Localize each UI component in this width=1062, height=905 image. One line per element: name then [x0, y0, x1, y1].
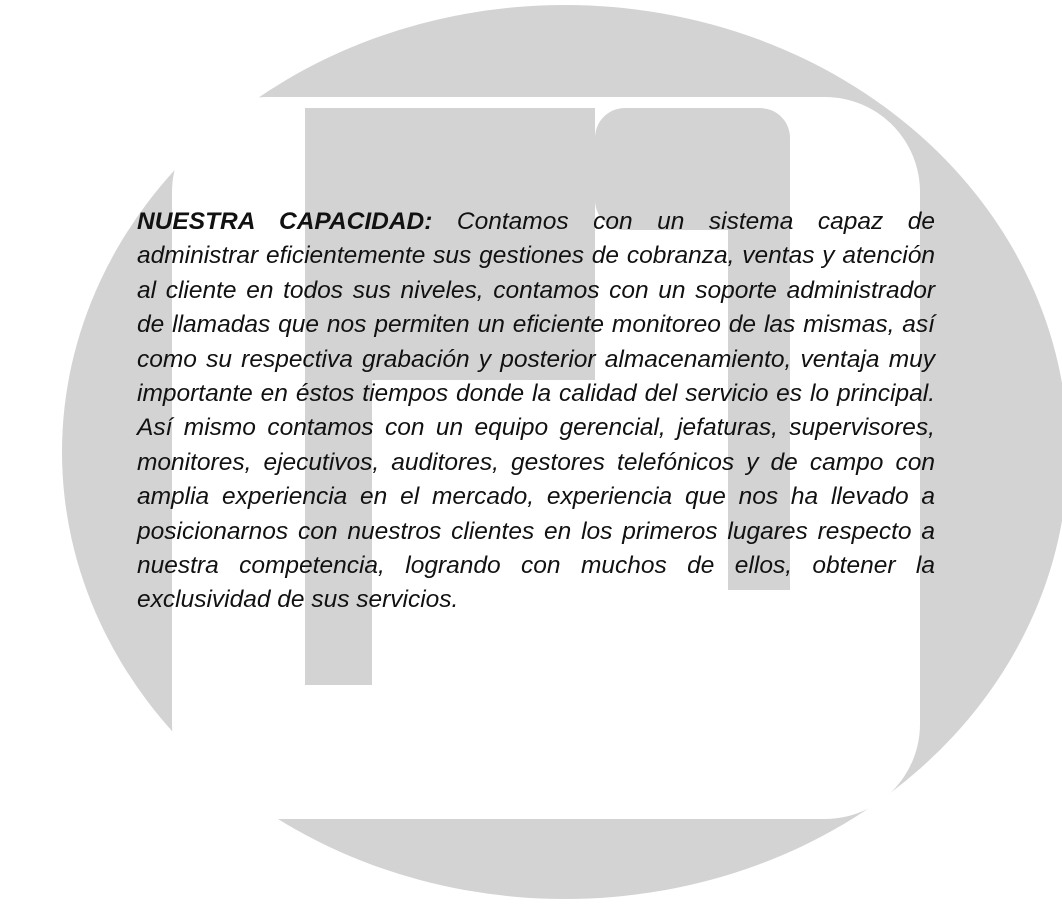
paragraph-body: Contamos con un sistema capaz de administrar eficientemente sus gestiones de cobranza, ventas y atención al cliente en todos sus niveles, contamos con un soporte administrador de llamadas que nos permiten un eficiente monitoreo de las mismas, así como su respectiva grabación y posterior almacenamiento, ventaja muy importante en éstos tiempos donde la calidad del servicio es lo principal. Así mismo contamos con un equipo gerencial, jefaturas, supervisores, monitores, ejecutivos, auditores, gestores telefónicos y de campo con amplia experiencia en el mercado, experiencia que nos ha llevado a posicionarnos con nuestros clientes en los primeros lugares respecto a nuestra competencia, logrando con muchos de ellos, obtener la exclusividad de sus servicios. — [137, 208, 935, 614]
paragraph-heading: NUESTRA CAPACIDAD: — [137, 208, 433, 235]
capacity-paragraph — [137, 205, 935, 618]
